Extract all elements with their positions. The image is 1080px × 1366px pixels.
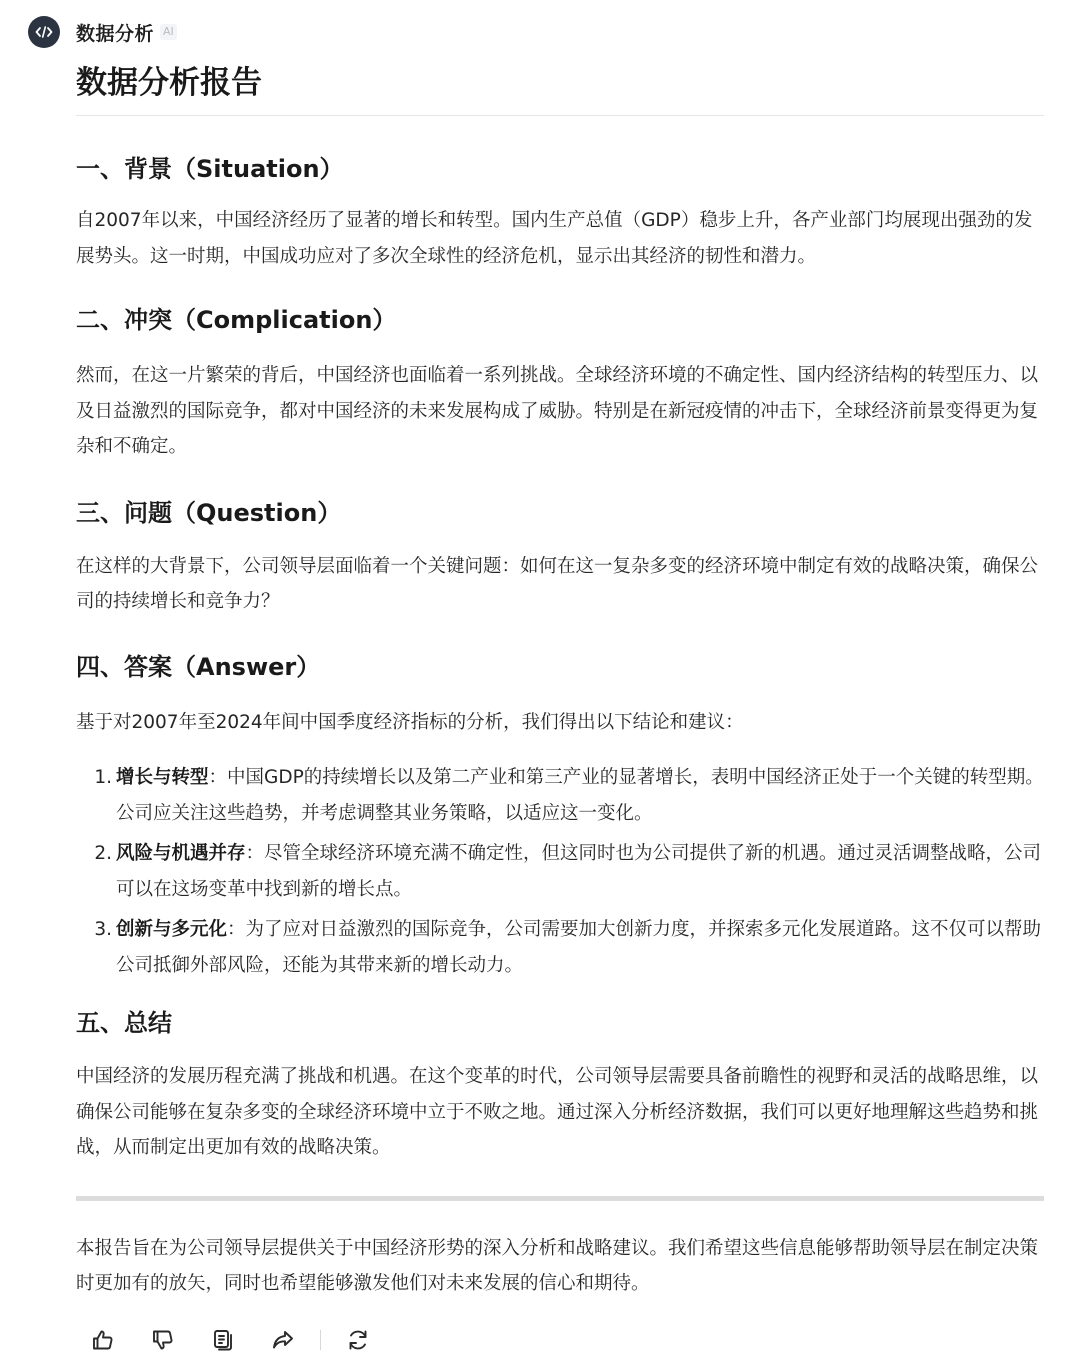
list-item xyxy=(76,760,1044,831)
agent-avatar[interactable] xyxy=(28,16,60,48)
section-heading-complication: 二、冲突（Complication） xyxy=(76,306,397,334)
like-button[interactable] xyxy=(88,1325,118,1355)
agent-header xyxy=(28,16,177,48)
list-item-body xyxy=(116,836,1044,907)
dislike-button[interactable] xyxy=(148,1325,178,1355)
regenerate-icon xyxy=(346,1328,370,1352)
copy-button[interactable] xyxy=(208,1325,238,1355)
action-separator xyxy=(320,1330,321,1350)
thumbs-up-icon xyxy=(91,1328,115,1352)
report-content xyxy=(76,60,1044,1302)
list-item-text: ：中国GDP的持续增长以及第二产业和第三产业的显著增长，表明中国经济正处于一个关键的转型期。公司应关注这些趋势，并考虑调整其业务策略，以适应这一变化。 xyxy=(116,767,1044,824)
list-item-text: ：为了应对日益激烈的国际竞争，公司需要加大创新力度，并探索多元化发展道路。这不仅可以帮助公司抵御外部风险，还能为其带来新的增长动力。 xyxy=(116,919,1042,976)
report-title: 数据分析报告 xyxy=(76,60,1044,116)
list-item-title: 创新与多元化 xyxy=(116,919,228,940)
answer-list xyxy=(76,760,1044,983)
section-heading-summary: 五、总结 xyxy=(76,1009,172,1037)
list-item xyxy=(76,912,1044,983)
thumbs-down-icon xyxy=(151,1328,175,1352)
section-text-summary: 中国经济的发展历程充满了挑战和机遇。在这个变革的时代，公司领导层需要具备前瞻性的视野和灵活的战略思维，以确保公司能够在复杂多变的全球经济环境中立于不败之地。通过深入分析经济数据，我们可以更好地理解这些趋势和挑战，从而制定出更加有效的战略决策。 xyxy=(76,1066,1039,1158)
section-text-complication: 然而，在这一片繁荣的背后，中国经济也面临着一系列挑战。全球经济环境的不确定性、国内经济结构的转型压力、以及日益激烈的国际竞争，都对中国经济的未来发展构成了威胁。特别是在新冠疫情的冲击下，全球经济前景变得更为复杂和不确定。 xyxy=(76,365,1039,457)
section-heading-answer: 四、答案（Answer） xyxy=(76,652,321,681)
list-item-title: 风险与机遇并存 xyxy=(116,843,246,864)
section-text-question: 在这样的大背景下，公司领导层面临着一个关键问题：如何在这一复杂多变的经济环境中制定有效的战略决策，确保公司的持续增长和竞争力？ xyxy=(76,555,1039,612)
list-item-body xyxy=(116,912,1044,983)
footer-note: 本报告旨在为公司领导层提供关于中国经济形势的深入分析和战略建议。我们希望这些信息能够帮助领导层在制定决策时更加有的放矢，同时也希望能够激发他们对未来发展的信心和期待。 xyxy=(76,1237,1039,1294)
list-item-number: 2. xyxy=(94,843,112,864)
code-icon xyxy=(35,25,53,39)
message-actions xyxy=(88,1324,403,1356)
share-icon xyxy=(271,1328,295,1352)
list-item-body xyxy=(116,760,1044,831)
ai-badge: AI xyxy=(160,24,177,40)
divider xyxy=(76,1196,1044,1201)
list-item-number: 1. xyxy=(94,767,112,788)
section-text-answer-intro: 基于对2007年至2024年间中国季度经济指标的分析，我们得出以下结论和建议： xyxy=(76,711,744,733)
list-item-number: 3. xyxy=(94,919,112,940)
copy-icon xyxy=(211,1328,235,1352)
list-item-title: 增长与转型 xyxy=(116,767,209,788)
list-item xyxy=(76,836,1044,907)
section-text-situation: 自2007年以来，中国经济经历了显著的增长和转型。国内生产总值（GDP）稳步上升，各产业部门均展现出强劲的发展势头。这一时期，中国成功应对了多次全球性的经济危机，显示出其经济的韧性和潜力。 xyxy=(76,210,1033,267)
regenerate-button[interactable] xyxy=(343,1325,373,1355)
agent-name: 数据分析 xyxy=(76,22,155,45)
share-button[interactable] xyxy=(268,1325,298,1355)
section-heading-question: 三、问题（Question） xyxy=(76,498,342,527)
list-item-text: ：尽管全球经济环境充满不确定性，但这同时也为公司提供了新的机遇。通过灵活调整战略，公司可以在这场变革中找到新的增长点。 xyxy=(116,843,1042,900)
section-heading-situation: 一、背景（Situation） xyxy=(76,155,344,183)
